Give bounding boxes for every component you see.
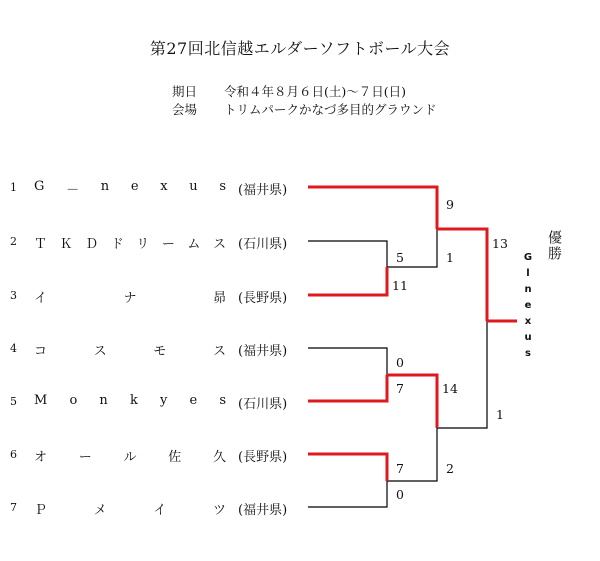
team-name-char: M (34, 393, 48, 408)
team-prefecture: (福井県) (238, 503, 288, 518)
team-name-char: ナ (123, 291, 137, 306)
team-seed-number: 7 (10, 501, 17, 514)
champion-name-letter: s (525, 348, 531, 359)
team-name-char: ス (212, 237, 226, 252)
team-name-char: n (100, 179, 110, 194)
team-seed-number: 1 (10, 181, 17, 194)
team-name-char: ス (93, 344, 107, 359)
score-team-2: 5 (396, 250, 404, 265)
team-name-char: u (189, 179, 198, 194)
win-line-team-5 (308, 375, 387, 401)
score-team-3: 11 (392, 278, 408, 293)
team-name-char: モ (153, 344, 167, 359)
team-seed-number: 5 (10, 395, 17, 408)
champion-name (522, 252, 534, 359)
team-name-char: G (34, 179, 45, 194)
win-line-r1-5 (387, 375, 437, 428)
team-name-char: ル (123, 450, 137, 465)
team-prefecture: (長野県) (238, 291, 288, 306)
team-name-char: x (160, 179, 168, 194)
score-final-bottom: 1 (496, 407, 504, 422)
team-name-char: k (129, 393, 138, 408)
score-team-6: 7 (396, 461, 404, 476)
venue-label: 会場 (172, 102, 198, 117)
score-team-4: 0 (396, 355, 404, 370)
team-name-char: － (66, 183, 80, 198)
team-prefecture: (福井県) (238, 344, 288, 359)
team-seed-number: 6 (10, 448, 17, 461)
page-title: 第27回北信越エルダーソフトボール大会 (149, 39, 451, 58)
team-name-char: ツ (212, 503, 226, 518)
venue-value: トリムパークかなづ多目的グラウンド (224, 102, 437, 117)
champion-name-letter: u (524, 332, 532, 343)
team-name-char: 久 (212, 450, 226, 465)
team-name-char: e (130, 179, 139, 194)
team-name-char: リ (136, 237, 150, 252)
team-name-char: 佐 (168, 450, 182, 465)
line-sf-67 (387, 428, 437, 481)
team-prefecture: (石川県) (238, 397, 288, 412)
score-sf-group-67: 2 (446, 461, 454, 476)
team-name-char: オ (34, 450, 48, 465)
team-name-char: ム (187, 237, 201, 252)
team-seed-number: 3 (10, 289, 17, 302)
win-line-team-3 (308, 267, 387, 295)
score-final-top: 13 (492, 236, 508, 251)
champion-label: 優勝 (546, 230, 562, 262)
team-name-char: ス (212, 344, 226, 359)
win-line-team-6 (308, 454, 387, 481)
win-line-sf-1 (437, 229, 487, 321)
team-name-char: メ (93, 503, 107, 518)
team-prefecture: (長野県) (238, 450, 288, 465)
score-sf-team-1: 9 (446, 197, 454, 212)
score-team-7: 0 (396, 487, 404, 502)
team-name-char: s (219, 393, 226, 408)
team-name-char: s (219, 179, 226, 194)
team-name-char: n (99, 393, 108, 408)
team-name-char: イ (34, 291, 48, 306)
team-seed-number: 4 (10, 342, 17, 355)
team-name-char: ー (78, 450, 92, 465)
team-name-char: ド (110, 237, 124, 252)
win-line-team-1 (308, 187, 437, 229)
score-sf-group-45: 14 (442, 381, 458, 396)
champion-name-letter: l (526, 268, 530, 279)
bracket-winner-lines (308, 187, 517, 481)
team-prefecture: (福井県) (238, 183, 288, 198)
champion-name-letter: x (524, 316, 532, 327)
score-sf-group-23: 1 (446, 250, 454, 265)
line-team-4 (308, 348, 387, 375)
date-value: 令和４年８月６日(土)～７日(日) (224, 84, 407, 99)
champion-name-letter: G (523, 252, 533, 263)
team-name-char: コ (34, 344, 48, 359)
team-name-char: Ｔ (34, 237, 48, 252)
team-prefecture: (石川県) (238, 237, 288, 252)
team-name-char: Ｋ (59, 237, 73, 252)
team-name-char: Ｄ (85, 237, 99, 252)
champion-name-letter: e (524, 300, 532, 311)
date-label: 期日 (172, 84, 198, 99)
team-name-char: ー (161, 237, 175, 252)
line-team-7 (308, 481, 387, 507)
champion-name-letter: n (524, 284, 532, 295)
team-name-char: y (159, 393, 168, 408)
line-sf-23 (387, 229, 437, 267)
team-name-char: Ｐ (34, 503, 48, 518)
line-final-bottom (437, 321, 487, 428)
score-team-5: 7 (396, 381, 404, 396)
team-name-char: イ (153, 503, 167, 518)
line-team-2 (308, 241, 387, 267)
team-seed-number: 2 (10, 235, 17, 248)
team-name-char: e (189, 393, 198, 408)
team-name-char: o (69, 393, 78, 408)
team-name-char: 昴 (212, 291, 226, 306)
